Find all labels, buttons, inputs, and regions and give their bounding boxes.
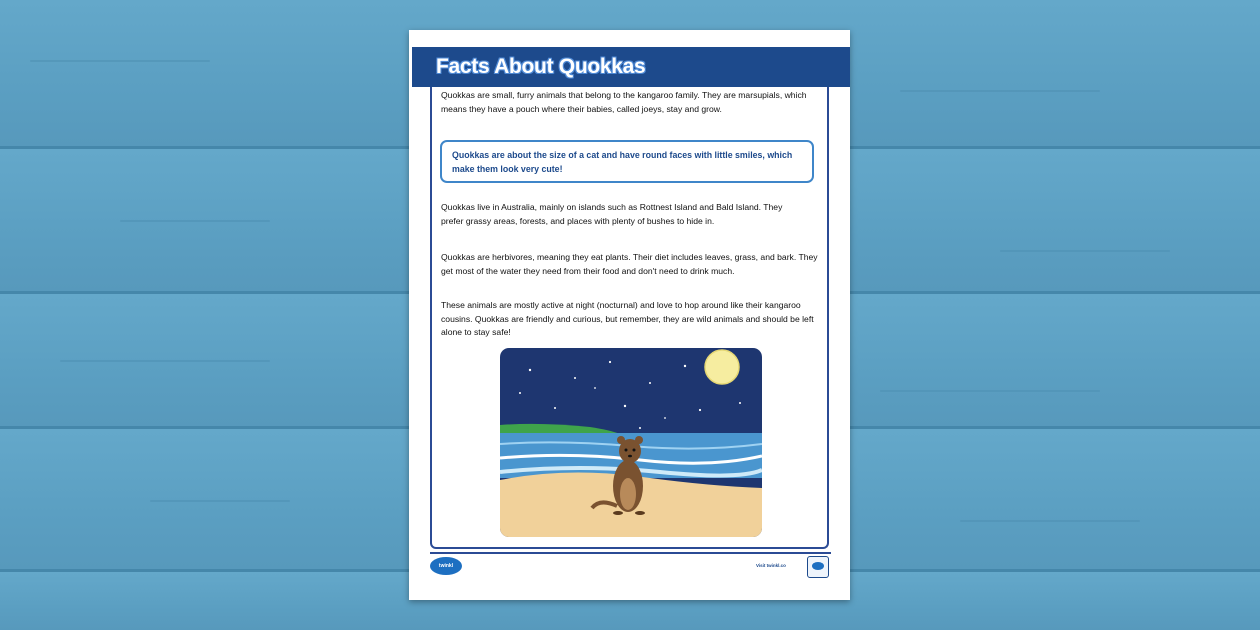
wood-grain [60,360,270,362]
footer-divider [430,552,831,554]
wood-grain [30,60,210,62]
page-title: Facts About Quokkas [436,55,646,78]
wood-grain [120,220,270,222]
twinkl-logo: twinkl [430,557,462,575]
fact-callout: Quokkas are about the size of a cat and have round faces with little smiles, which make them look very cute! [440,140,814,183]
habitat-paragraph: Quokkas live in Australia, mainly on islands such as Rottnest Island and Bald Island. They prefer grassy areas, forests, and places with plenty of bushes to hide in. [441,202,783,226]
intro-paragraph: Quokkas are small, furry animals that belong to the kangaroo family. They are marsupials, which means they have a pouch where their babies, called joeys, stay and grow. [441,90,807,114]
footer-text: Visit twinkl.co [756,563,786,568]
diet-paragraph: Quokkas are herbivores, meaning they eat plants. Their diet includes leaves, grass, and bark. They get most of the water they need from their food and don't need to drink much. [441,252,818,276]
wood-grain [900,90,1100,92]
header-bar [412,47,850,87]
quokka-illustration [500,348,762,537]
wood-grain [150,500,290,502]
behaviour-paragraph: These animals are mostly active at night (nocturnal) and love to hop around like their kangaroo cousins. Quokkas are friendly and curious, but remember, they are wild animals and should be left alone to stay safe! [441,300,814,337]
wood-grain [880,390,1100,392]
wood-grain [960,520,1140,522]
publisher-badge-icon [807,556,829,578]
night-beach-scene [500,348,762,537]
moon [705,350,739,384]
wood-grain [1000,250,1170,252]
